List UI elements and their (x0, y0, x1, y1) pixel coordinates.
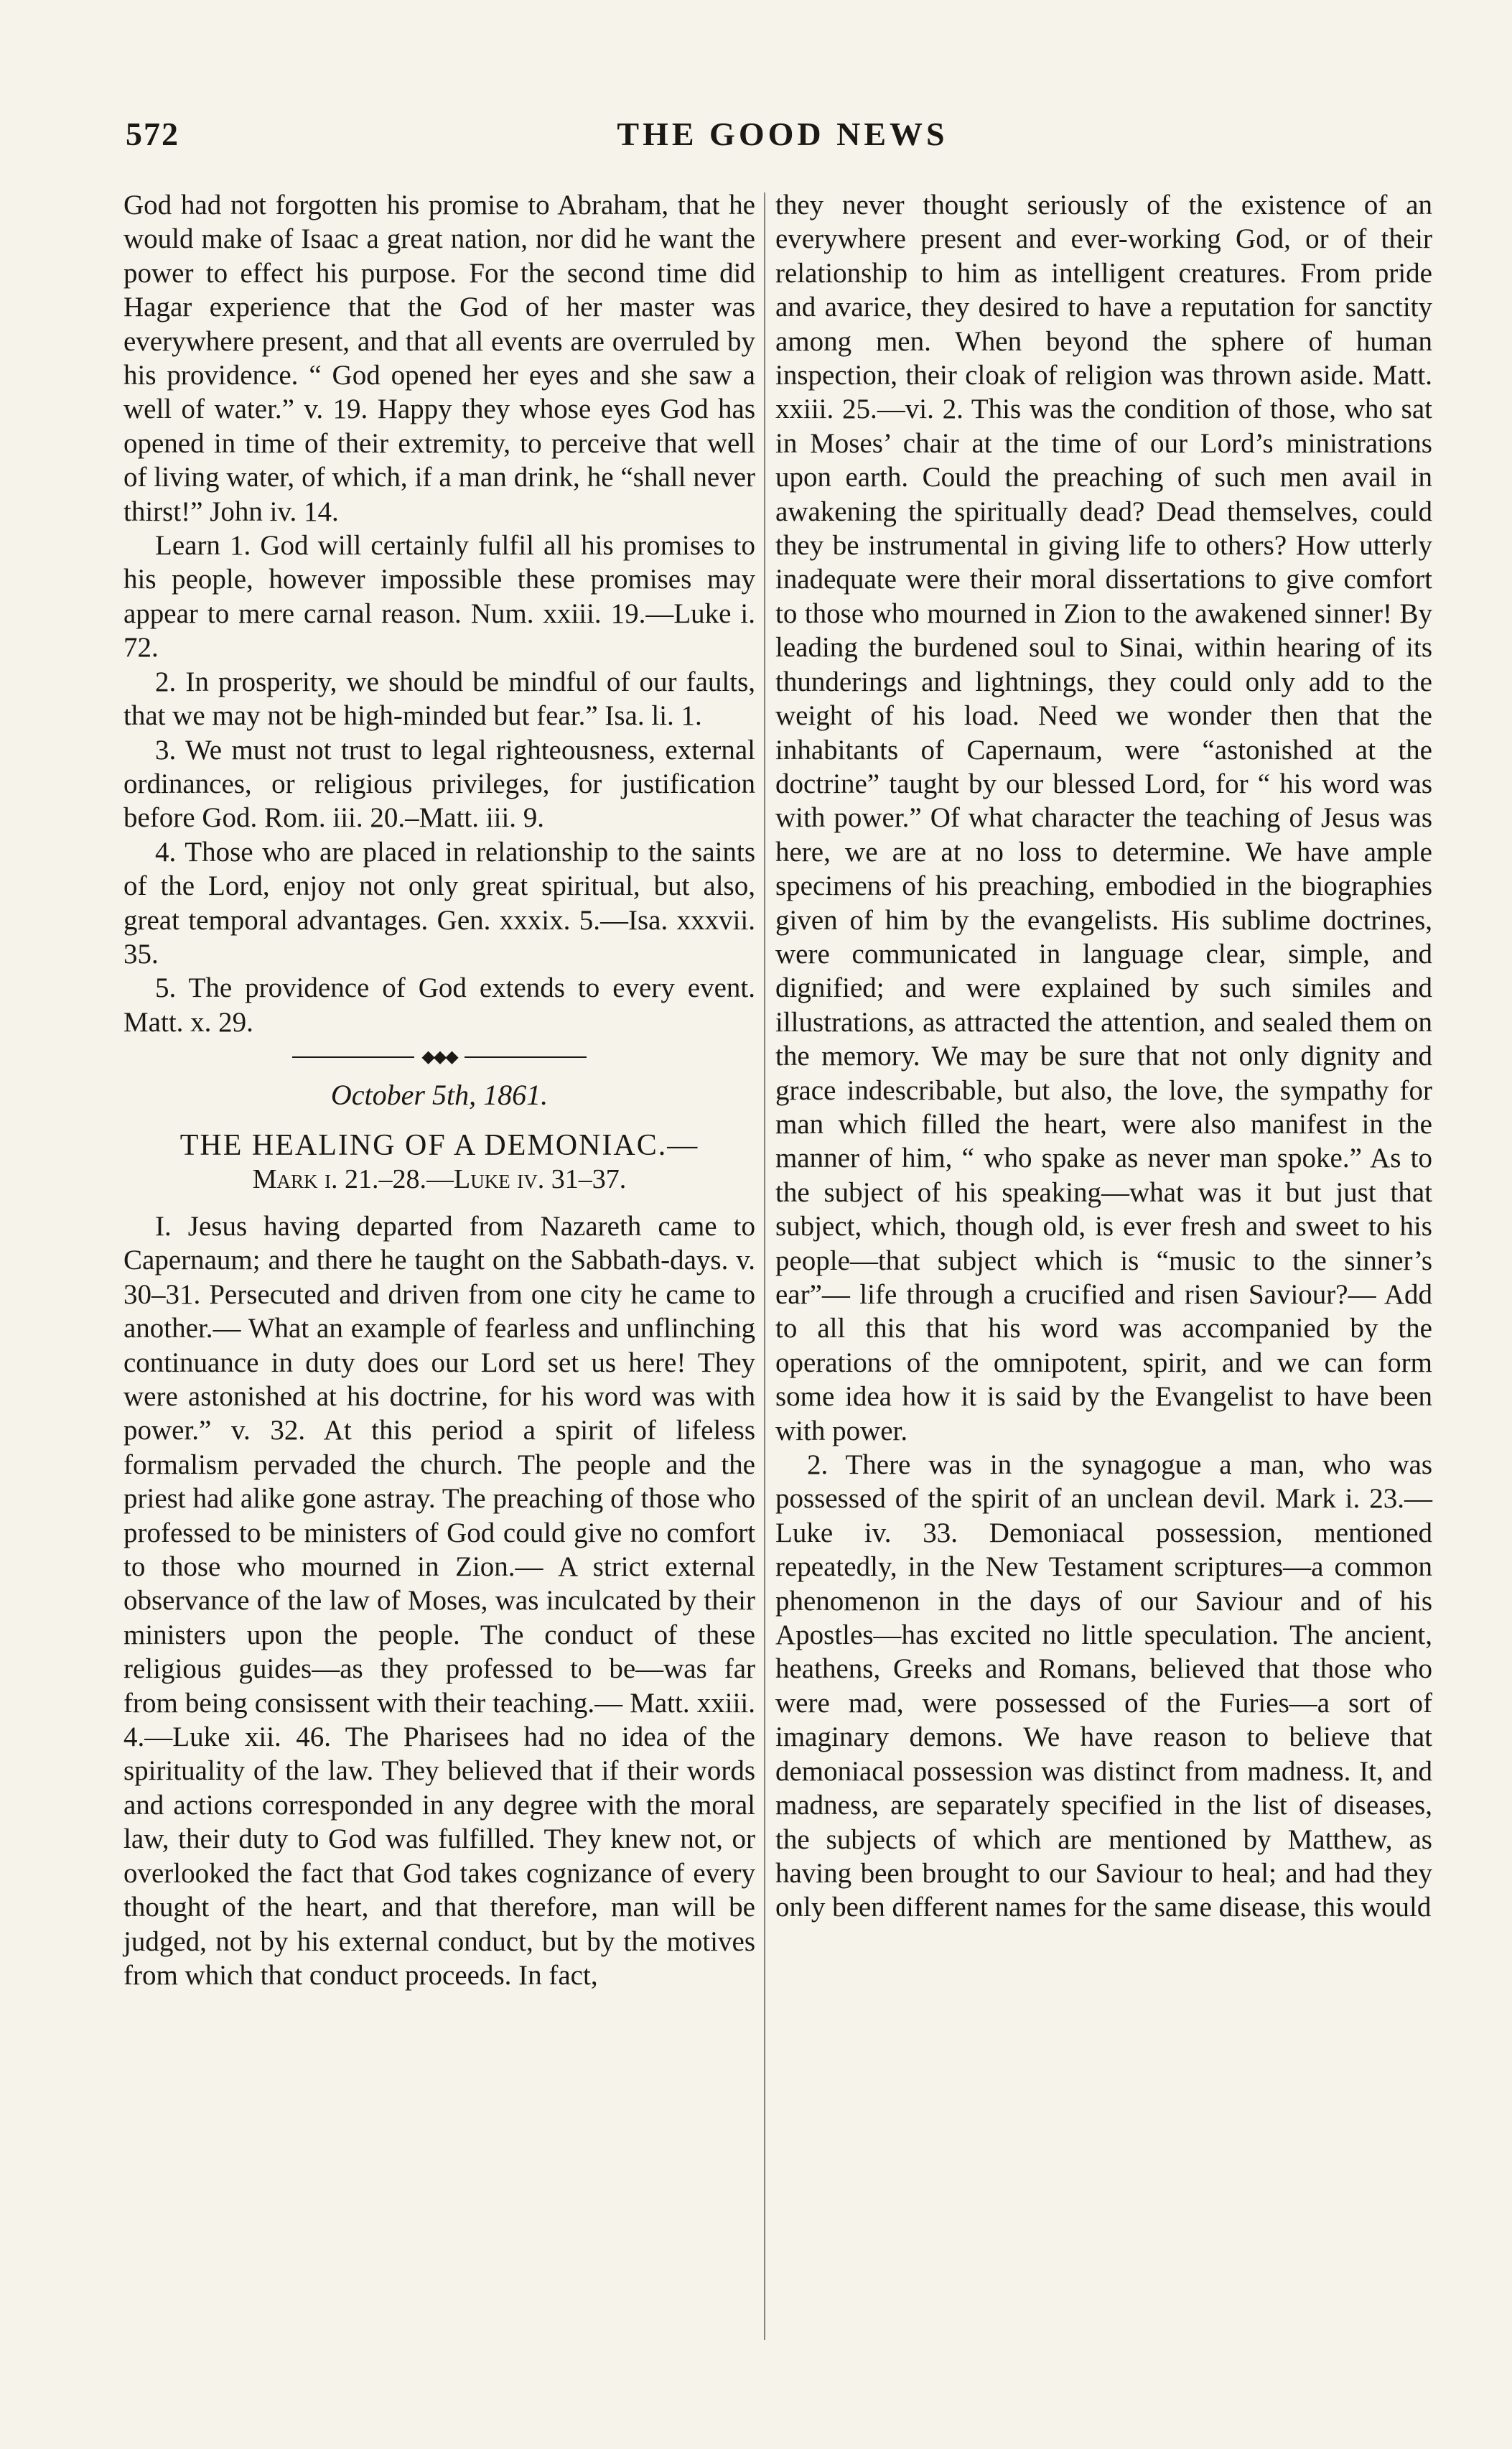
right-column (775, 188, 1432, 1925)
lesson-2: 2. In prosperity, we should be mindful of our faults, that we may not be high-minded but fear.” Isa. li. 1. (123, 666, 755, 732)
section-divider (123, 1044, 755, 1071)
running-head (126, 115, 1439, 165)
paragraph-pharisees-continued: they never thought seriously of the existence of an everywhere present and ever-working God, or of their relationship to him as intelligent creatures. From pride and avarice, they desired to have a reputation for sanctity among men. When beyond the sphere of human inspection, their cloak of religion was thrown aside. Matt. xxiii. 25.—vi. 2. This was the condition of those, who sat in Moses’ chair at the time of our Lord’s ministrations upon earth. Could the preaching of such men avail in awakening the spiritually dead? Dead themselves, could they be instrumental in giving life to others? How utterly inadequate were their moral dissertations to give comfort to those who mourned in Zion to the awakened sinner! By leading the burdened soul to Sinai, within hearing of its thunderings and lightnings, they could only add to the weight of his load. Need we wonder then that the inhabitants of Capernaum, were “astonished at the doctrine” taught by our blessed Lord, for “ his word was with power.” Of what character the teaching of Jesus was here, we are at no loss to determine. We have ample specimens of his preaching, embodied in the biographies given of him by the evangelists. His sublime doctrines, were communicated in language clear, simple, and dignified; and were explained by such similes and illustrations, as attracted the attention, and sealed them on the memory. We may be sure that not only dignity and grace indescribable, but also, the love, the sympathy for man which filled the heart, were also manifest in the manner of him, “ who spake as never man spoke.” As to the subject of his speaking—what was it but just that subject, which, though old, is ever fresh and sweet to his people—that subject which is “music to the sinner’s ear”— life through a crucified and risen Saviour?— Add to all this that his word was accompanied by the operations of the omnipotent, spirit, and we can form some idea how it is said by the Evangelist to have been with power. (775, 190, 1432, 1446)
paragraph-jesus-capernaum: I. Jesus having departed from Nazareth came to Capernaum; and there he taught on the Sabbath-days. v. 30–31. Persecuted and driven from one city he came to another.— What an example of fearless and unflinching continuance in duty does our Lord set us here! They were astonished at his doctrine, for his word was with power.” v. 32. At this period a spirit of lifeless formalism pervaded the church. The people and the priest had alike gone astray. The preaching of those who professed to be ministers of God could give no comfort to those who mourned in Zion.— A strict external observance of the law of Moses, was inculcated by their ministers upon the people. The conduct of these religious guides—as they professed to be—was far from being consissent with their teaching.— Matt. xxiii. 4.—Luke xii. 46. The Pharisees had no idea of the spirituality of the law. They believed that if their words and actions corresponded in any degree with the moral law, their duty to God was fulfilled. They knew not, or overlooked the fact that God takes cognizance of every thought of the heart, and that therefore, man will be judged, not by his external conduct, but by the motives from which that conduct proceeds. In fact, (123, 1210, 755, 1991)
lesson-3: 3. We must not trust to legal righteousness, external ordinances, or religious privileges, for justification before God. Rom. iii. 20.–Matt. iii. 9. (123, 734, 755, 834)
paragraph-demoniac: 2. There was in the synagogue a man, who was possessed of the spirit of an unclean devil. Mark i. 23.—Luke iv. 33. Demoniacal possession, mentioned repeatedly, in the New Testament scriptures—a common phenomenon in the days of our Saviour and of his Apostles—has excited no little speculation. The ancient, heathens, Greeks and Romans, believed that those who were mad, were possessed of the Furies—a sort of imaginary demons. We have reason to believe that demoniacal possession was distinct from madness. It, and madness, are separately specified in the list of diseases, the subjects of which are mentioned by Matthew, as having been brought to our Saviour to heal; and had they only been different names for the same disease, this would (775, 1449, 1432, 1923)
page-number: 572 (126, 116, 179, 152)
left-column (123, 188, 755, 1992)
divider-ornament: ◆◆◆ (414, 1044, 465, 1071)
section-title: THE HEALING OF A DEMONIAC.— (179, 1128, 699, 1162)
paragraph-hagar: God had not forgotten his promise to Abraham, that he would make of Isaac a great nation, nor did he want the power to effect his purpose. For the second time did Hagar experience that the God of her master was everywhere present, and that all events are overruled by his providence. “ God opened her eyes and she saw a well of water.” v. 19. Happy they whose eyes God has opened in time of their extremity, to perceive that well of living water, of which, if a man drink, he “shall never thirst!” John iv. 14. (123, 190, 755, 527)
journal-title: THE GOOD NEWS (617, 116, 948, 152)
lesson-4: 4. Those who are placed in relationship to the saints of the Lord, enjoy not only great spiritual, but also, great temporal advantages. Gen. xxxix. 5.—Isa. xxxvii. 35. (123, 836, 755, 970)
lesson-date: October 5th, 1861. (330, 1079, 549, 1112)
lesson-1: Learn 1. God will certainly fulfil all his promises to his people, however impossible these promises may appear to mere carnal reason. Num. xxiii. 19.—Luke i. 72. (123, 530, 755, 664)
lesson-5: 5. The providence of God extends to every event. Matt. x. 29. (123, 972, 755, 1038)
scripture-reference: Mark i. 21.–28.—Luke iv. 31–37. (252, 1163, 627, 1194)
column-divider-rule (764, 192, 765, 2340)
